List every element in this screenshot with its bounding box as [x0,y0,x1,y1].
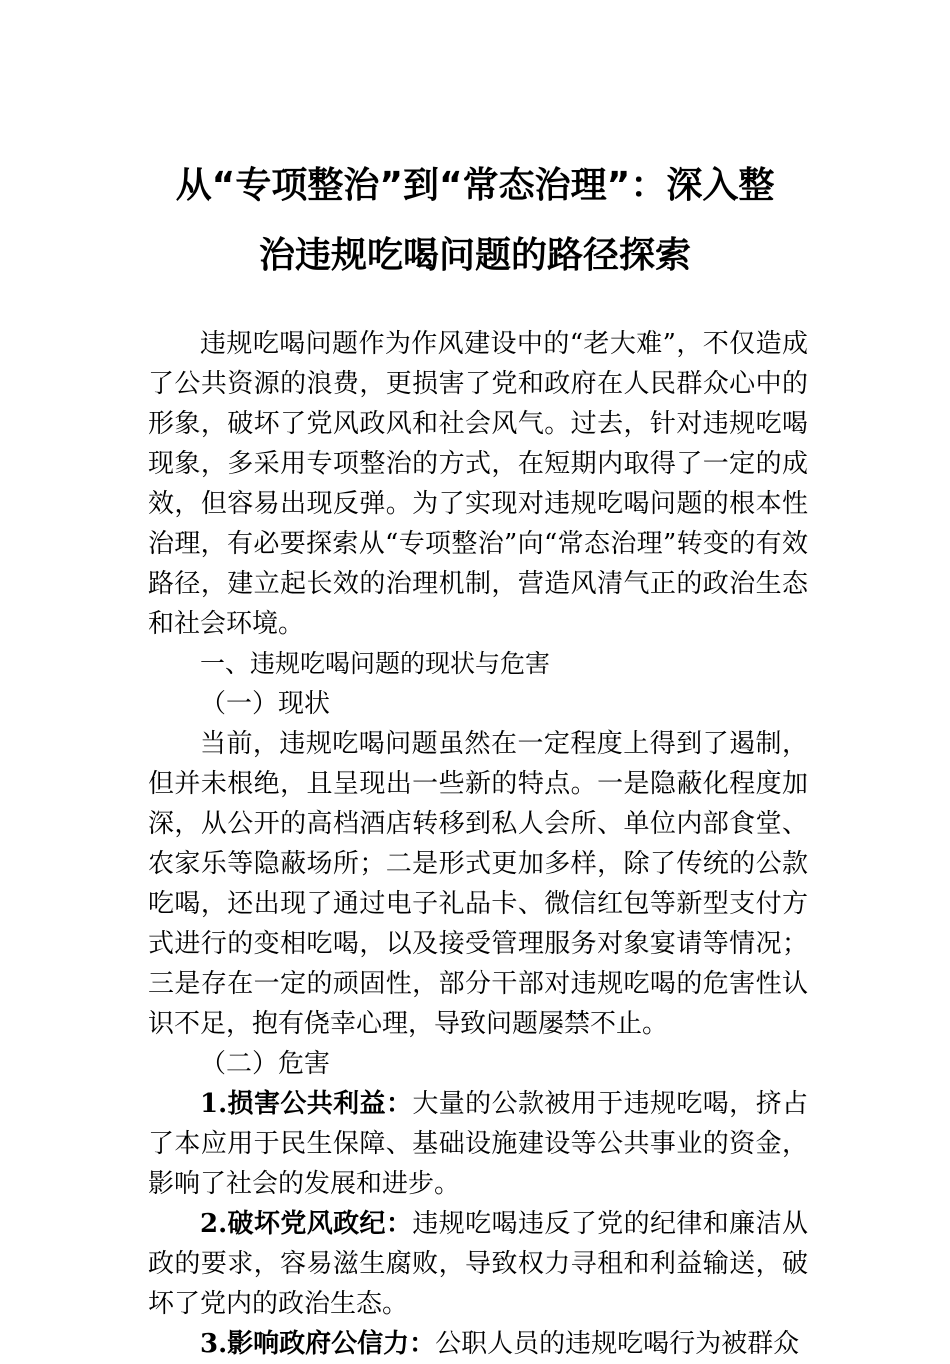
harm-item-label: 1.损害公共利益： [200,1089,413,1119]
subsection-heading-harm: （二）危害 [200,1049,331,1079]
status-paragraph: 当前，违规吃喝问题虽然在一定程度上得到了遏制，但并未根绝，且呈现出一些新的特点。一是隐蔽化程度加深，从公开的高档酒店转移到私人会所、单位内部食堂、农家乐等隐蔽场所；二是形式更加多样，除了传统的公款吃喝，还出现了通过电子礼品卡、微信红包等新型支付方式进行的变相吃喝，以及接受管理服务对象宴请等情况；三是存在一定的顽固性，部分干部对违规吃喝的危害性认识不足，抱有侥幸心理，导致问题屡禁不止。 [148,729,808,1039]
harm-item-text: 违规吃喝违反了党的纪律和廉洁从政的要求，容易滋生腐败，导致权力寻租和利益输送，破坏了党内的政治生态。 [148,1209,808,1319]
title-line-1: 从“专项整治”到“常态治理”：深入整 [175,165,775,206]
harm-item-label: 3.影响政府公信力： [200,1329,436,1359]
section-heading: 一、违规吃喝问题的现状与危害 [200,649,551,678]
title-line-2: 治违规吃喝问题的路径探索 [258,235,691,276]
harm-item-text: 公职人员的违规吃喝行为被群众 [435,1329,800,1359]
intro-paragraph: 违规吃喝问题作为作风建设中的“老大难”，不仅造成了公共资源的浪费，更损害了党和政府在人民群众心中的形象，破坏了党风政风和社会风气。过去，针对违规吃喝现象，多采用专项整治的方式，在短期内取得了一定的成效，但容易出现反弹。为了实现对违规吃喝问题的根本性治理，有必要探索从“专项整治”向“常态治理”转变的有效路径，建立起长效的治理机制，营造风清气正的政治生态和社会环境。 [148,329,808,639]
harm-item [148,1084,808,1204]
harm-item [148,1204,808,1324]
harm-item [148,1324,808,1364]
document-body [148,324,808,1364]
harm-item-label: 2.破坏党风政纪： [200,1209,413,1239]
subsection-heading-status: （一）现状 [200,689,331,719]
harm-item-text: 大量的公款被用于违规吃喝，挤占了本应用于民生保障、基础设施建设等公共事业的资金，影响了社会的发展和进步。 [148,1089,808,1199]
